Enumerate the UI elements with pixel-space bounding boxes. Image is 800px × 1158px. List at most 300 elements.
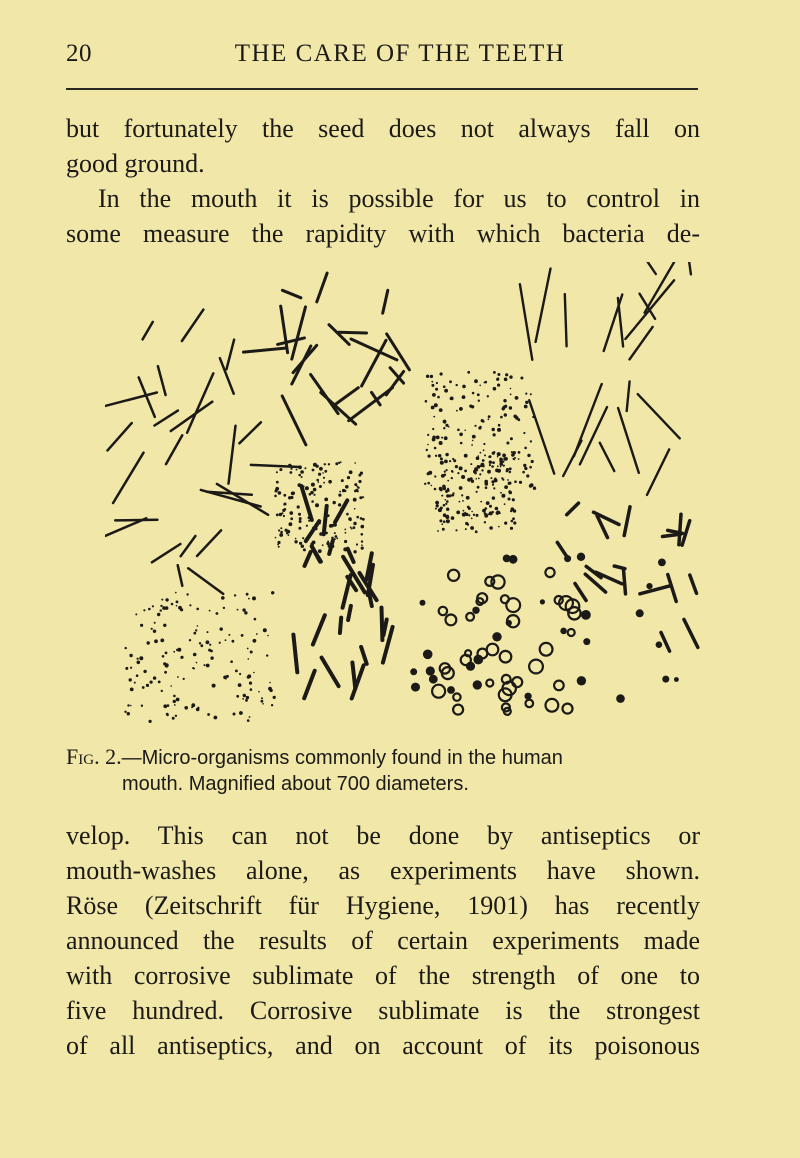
- coccus-dot: [478, 400, 480, 402]
- coccus-dot: [165, 606, 169, 610]
- coccus-dot: [353, 522, 356, 525]
- coccus-dot: [524, 447, 527, 450]
- coccus-dot: [446, 494, 449, 497]
- coccus-dot: [432, 428, 434, 430]
- coccus-dot: [160, 639, 164, 643]
- coccus-dot: [511, 451, 513, 453]
- bacillus-rod: [292, 307, 306, 359]
- coccus-dot: [253, 639, 257, 643]
- coccus-dot: [353, 550, 356, 553]
- coccus-dot: [502, 454, 506, 458]
- coccus-dot: [130, 688, 134, 692]
- coccus-dot: [305, 486, 309, 490]
- coccus-dot: [443, 513, 447, 517]
- coccus-dot: [183, 678, 185, 680]
- coccus-dot: [319, 522, 321, 524]
- coccus-dot: [323, 530, 326, 533]
- text-line: of all antiseptics, and on account of its poisonous: [66, 1031, 700, 1060]
- coccus-dot: [492, 484, 494, 486]
- coccus-dot: [423, 650, 433, 660]
- coccus-dot: [431, 485, 433, 487]
- coccus-dot: [278, 529, 280, 531]
- coccus-dot: [497, 456, 499, 458]
- coccus-dot: [361, 533, 364, 536]
- coccus-dot: [358, 480, 361, 483]
- coccus-dot: [467, 478, 471, 482]
- coccus-dot: [280, 527, 282, 529]
- coccus-dot: [508, 498, 511, 501]
- coccus-dot: [151, 628, 153, 630]
- coccus-dot: [437, 436, 439, 438]
- coccus-dot: [180, 608, 183, 611]
- bacillus-rod: [312, 546, 320, 561]
- bacillus-rod: [618, 298, 623, 347]
- coccus-dot: [247, 648, 249, 650]
- coccus-dot: [506, 442, 509, 445]
- bacillus-rod: [351, 339, 397, 360]
- bacillus-rod: [684, 620, 698, 648]
- bacillus-rod: [668, 575, 676, 602]
- coccus-dot: [440, 461, 444, 465]
- coccus-dot: [335, 462, 338, 465]
- coccus-dot: [442, 485, 446, 489]
- coccus-dot: [244, 611, 247, 614]
- coccus-dot: [461, 494, 463, 496]
- diplococcus-ring: [526, 700, 534, 708]
- coccus-dot: [317, 506, 319, 508]
- coccus-dot: [455, 529, 457, 531]
- coccus-dot: [276, 514, 279, 517]
- coccus-dot: [176, 601, 179, 604]
- coccus-dot: [361, 540, 363, 542]
- coccus-dot: [483, 449, 485, 451]
- coccus-dot: [540, 599, 545, 604]
- header-rule: [66, 88, 698, 90]
- coccus-dot: [445, 503, 447, 505]
- coccus-dot: [358, 474, 361, 477]
- coccus-dot: [228, 634, 230, 636]
- diplococcus-ring: [432, 685, 445, 698]
- bacillus-rod: [383, 290, 388, 313]
- coccus-dot: [343, 547, 347, 551]
- bacillus-rod: [293, 345, 317, 372]
- coccus-dot: [432, 438, 436, 442]
- bacillus-rod: [679, 514, 681, 545]
- coccus-dot: [489, 526, 493, 530]
- coccus-dot: [192, 667, 194, 669]
- diplococcus-ring: [563, 704, 573, 714]
- coccus-dot: [137, 658, 139, 660]
- bacillus-rod: [182, 310, 204, 341]
- bacillus-rod: [171, 402, 213, 431]
- coccus-dot: [436, 382, 438, 384]
- coccus-dot: [462, 513, 466, 517]
- coccus-dot: [522, 471, 525, 474]
- coccus-dot: [498, 424, 501, 427]
- coccus-dot: [247, 719, 250, 722]
- coccus-dot: [173, 651, 175, 653]
- coccus-dot: [515, 396, 519, 400]
- coccus-dot: [514, 457, 516, 459]
- coccus-dot: [283, 494, 286, 497]
- coccus-dot: [469, 405, 472, 408]
- coccus-dot: [207, 713, 210, 716]
- coccus-dot: [486, 501, 490, 505]
- coccus-dot: [306, 525, 308, 527]
- coccus-dot: [449, 460, 451, 462]
- coccus-dot: [485, 486, 488, 489]
- diplococcus-ring: [554, 681, 564, 691]
- coccus-dot: [502, 479, 504, 481]
- coccus-dot: [477, 486, 480, 489]
- coccus-dot: [475, 530, 478, 533]
- coccus-dot: [243, 694, 246, 697]
- bacillus-rod: [361, 647, 367, 664]
- coccus-dot: [316, 479, 319, 482]
- coccus-dot: [147, 641, 150, 644]
- diplococcus-ring: [439, 607, 447, 615]
- coccus-dot: [276, 471, 278, 473]
- coccus-dot: [361, 547, 364, 550]
- bacillus-rod: [627, 262, 656, 274]
- coccus-dot: [440, 507, 443, 510]
- bacillus-rod: [281, 306, 288, 353]
- coccus-dot: [288, 534, 290, 536]
- coccus-dot: [340, 508, 342, 510]
- coccus-dot: [503, 465, 505, 467]
- coccus-dot: [442, 528, 445, 531]
- coccus-dot: [125, 667, 128, 670]
- coccus-dot: [489, 464, 491, 466]
- coccus-dot: [525, 401, 528, 404]
- coccus-dot: [154, 639, 158, 643]
- text-line: good ground.: [66, 149, 205, 178]
- coccus-dot: [577, 676, 586, 685]
- coccus-dot: [446, 469, 448, 471]
- coccus-dot: [504, 503, 506, 505]
- coccus-dot: [157, 613, 160, 616]
- coccus-dot: [424, 483, 426, 485]
- coccus-dot: [143, 609, 145, 611]
- diplococcus-ring: [487, 644, 499, 656]
- coccus-dot: [223, 676, 227, 680]
- coccus-dot: [514, 480, 517, 483]
- diplococcus-ring: [540, 643, 553, 656]
- coccus-dot: [209, 610, 211, 612]
- coccus-dot: [446, 500, 449, 503]
- coccus-dot: [441, 523, 443, 525]
- coccus-dot: [487, 395, 489, 397]
- coccus-dot: [443, 520, 446, 523]
- coccus-dot: [261, 697, 263, 699]
- coccus-dot: [295, 538, 297, 540]
- coccus-dot: [290, 468, 292, 470]
- page-number: 20: [66, 40, 92, 67]
- coccus-dot: [447, 480, 449, 482]
- coccus-dot: [439, 408, 443, 412]
- coccus-dot: [362, 496, 364, 498]
- coccus-dot: [445, 453, 448, 456]
- coccus-dot: [444, 471, 446, 473]
- coccus-dot: [248, 658, 250, 660]
- coccus-dot: [311, 483, 315, 487]
- coccus-dot: [467, 506, 470, 509]
- coccus-dot: [252, 596, 256, 600]
- coccus-dot: [518, 451, 521, 454]
- coccus-dot: [261, 700, 264, 703]
- coccus-dot: [488, 514, 490, 516]
- coccus-dot: [124, 711, 126, 713]
- coccus-dot: [361, 544, 363, 546]
- diplococcus-ring: [500, 651, 512, 663]
- coccus-dot: [444, 389, 448, 393]
- diplococcus-ring: [506, 598, 520, 612]
- coccus-dot: [290, 496, 293, 499]
- coccus-dot: [527, 454, 530, 457]
- coccus-dot: [473, 470, 477, 474]
- coccus-dot: [490, 477, 492, 479]
- coccus-dot: [446, 519, 450, 523]
- coccus-dot: [319, 467, 323, 471]
- coccus-dot: [436, 504, 439, 507]
- coccus-dot: [440, 457, 443, 460]
- coccus-dot: [452, 458, 454, 460]
- coccus-dot: [533, 487, 536, 490]
- bacillus-rod: [178, 565, 183, 586]
- coccus-dot: [166, 714, 168, 716]
- coccus-dot: [509, 471, 512, 474]
- coccus-dot: [189, 639, 191, 641]
- coccus-dot: [175, 592, 177, 594]
- coccus-dot: [289, 522, 293, 526]
- coccus-dot: [299, 542, 302, 545]
- coccus-dot: [471, 518, 473, 520]
- coccus-dot: [339, 491, 341, 493]
- coccus-dot: [450, 397, 454, 401]
- coccus-dot: [278, 491, 282, 495]
- coccus-dot: [249, 716, 251, 718]
- bacillus-rod: [301, 486, 311, 520]
- coccus-dot: [459, 501, 461, 503]
- caption-line: mouth. Magnified about 700 diameters.: [122, 773, 469, 795]
- bacillus-rod: [340, 618, 341, 633]
- coccus-dot: [334, 532, 336, 534]
- bacillus-rod: [113, 453, 143, 503]
- coccus-dot: [483, 443, 485, 445]
- coccus-dot: [141, 705, 143, 707]
- coccus-dot: [275, 487, 279, 491]
- coccus-dot: [503, 399, 506, 402]
- coccus-dot: [511, 507, 515, 511]
- coccus-dot: [253, 672, 255, 674]
- coccus-dot: [504, 522, 507, 525]
- coccus-dot: [302, 537, 304, 539]
- coccus-dot: [199, 642, 201, 644]
- coccus-dot: [456, 410, 458, 412]
- coccus-dot: [359, 496, 362, 499]
- coccus-dot: [322, 472, 324, 474]
- coccus-dot: [216, 612, 219, 615]
- bacillus-rod: [663, 534, 681, 536]
- coccus-dot: [326, 542, 329, 545]
- coccus-dot: [441, 474, 445, 478]
- bacillus-rod: [324, 506, 327, 534]
- coccus-dot: [323, 477, 325, 479]
- coccus-dot: [266, 654, 268, 656]
- coccus-dot: [239, 711, 243, 715]
- coccus-dot: [477, 393, 480, 396]
- coccus-dot: [636, 609, 644, 617]
- coccus-dot: [180, 657, 182, 659]
- coccus-dot: [493, 433, 496, 436]
- coccus-dot: [500, 492, 502, 494]
- coccus-dot: [470, 463, 472, 465]
- coccus-dot: [154, 622, 156, 624]
- coccus-dot: [485, 482, 489, 486]
- coccus-dot: [136, 674, 139, 677]
- coccus-dot: [474, 379, 478, 383]
- bacillus-rod: [627, 381, 630, 411]
- text-line: some measure the rapidity with which bacteria de-: [66, 219, 700, 248]
- coccus-dot: [174, 704, 176, 706]
- bacillus-rod: [311, 375, 339, 414]
- coccus-dot: [276, 481, 279, 484]
- coccus-dot: [443, 427, 445, 429]
- coccus-dot: [214, 716, 218, 720]
- coccus-dot: [430, 375, 433, 378]
- bacillus-rod: [322, 658, 339, 687]
- coccus-dot: [193, 653, 197, 657]
- coccus-dot: [583, 638, 590, 645]
- coccus-dot: [489, 505, 492, 508]
- coccus-dot: [186, 593, 188, 595]
- coccus-dot: [509, 406, 512, 409]
- coccus-dot: [434, 488, 437, 491]
- bacillus-rod: [348, 549, 354, 562]
- coccus-dot: [497, 384, 500, 387]
- coccus-dot: [160, 609, 162, 611]
- bacillus-rod: [239, 422, 261, 443]
- coccus-dot: [310, 491, 313, 494]
- coccus-dot: [274, 495, 277, 498]
- coccus-dot: [338, 503, 341, 506]
- coccus-dot: [444, 460, 448, 464]
- coccus-dot: [480, 452, 482, 454]
- coccus-dot: [509, 555, 518, 564]
- coccus-dot: [127, 704, 129, 706]
- coccus-dot: [499, 512, 501, 514]
- coccus-dot: [125, 647, 127, 649]
- coccus-dot: [271, 704, 273, 706]
- coccus-dot: [334, 519, 337, 522]
- coccus-dot: [204, 664, 206, 666]
- coccus-dot: [427, 482, 430, 485]
- coccus-dot: [465, 528, 467, 530]
- bacillus-rod: [624, 507, 630, 536]
- coccus-dot: [241, 634, 244, 637]
- bacillus-rod: [158, 366, 166, 395]
- coccus-dot: [674, 677, 679, 682]
- bacillus-rod: [661, 633, 670, 652]
- coccus-dot: [484, 521, 486, 523]
- coccus-dot: [456, 384, 458, 386]
- coccus-dot: [148, 608, 151, 611]
- coccus-dot: [301, 476, 303, 478]
- coccus-dot: [247, 674, 251, 678]
- bacillus-rod: [282, 396, 306, 445]
- coccus-dot: [336, 538, 338, 540]
- coccus-dot: [529, 466, 532, 469]
- coccus-dot: [616, 694, 625, 703]
- coccus-dot: [479, 473, 481, 475]
- coccus-dot: [503, 457, 506, 460]
- bacillus-rod: [197, 530, 221, 556]
- bacillus-rod: [536, 269, 551, 342]
- coccus-dot: [161, 690, 163, 692]
- coccus-dot: [357, 487, 359, 489]
- bacillus-rod: [282, 290, 301, 298]
- coccus-dot: [519, 481, 522, 484]
- coccus-dot: [443, 504, 446, 507]
- coccus-dot: [304, 467, 306, 469]
- coccus-dot: [246, 696, 249, 699]
- coccus-dot: [523, 464, 526, 467]
- coccus-dot: [350, 527, 352, 529]
- bacillus-rod: [580, 407, 607, 464]
- coccus-dot: [357, 490, 359, 492]
- coccus-dot: [428, 455, 431, 458]
- bacillus-rod: [115, 520, 157, 521]
- coccus-dot: [152, 605, 154, 607]
- coccus-dot: [504, 413, 507, 416]
- coccus-dot: [165, 598, 168, 601]
- bacillus-rod: [645, 262, 680, 313]
- coccus-dot: [467, 371, 470, 374]
- coccus-dot: [302, 485, 304, 487]
- coccus-dot: [323, 482, 325, 484]
- coccus-dot: [492, 632, 501, 641]
- coccus-dot: [435, 508, 437, 510]
- coccus-dot: [189, 604, 191, 606]
- coccus-dot: [177, 676, 179, 678]
- coccus-dot: [662, 676, 669, 683]
- coccus-dot: [451, 477, 453, 479]
- coccus-dot: [434, 475, 436, 477]
- diplococcus-ring: [453, 693, 460, 700]
- coccus-dot: [162, 655, 165, 658]
- bacillus-rod: [563, 441, 581, 476]
- coccus-dot: [341, 479, 344, 482]
- coccus-dot: [434, 447, 437, 450]
- coccus-dot: [482, 509, 486, 513]
- coccus-dot: [184, 706, 188, 710]
- coccus-dot: [525, 393, 527, 395]
- coccus-dot: [163, 624, 166, 627]
- coccus-dot: [290, 517, 293, 520]
- text-line: but fortunately the seed does not always fall on: [66, 114, 700, 143]
- coccus-dot: [319, 532, 323, 536]
- coccus-dot: [512, 458, 514, 460]
- coccus-dot: [212, 684, 216, 688]
- coccus-dot: [473, 680, 482, 689]
- coccus-dot: [318, 473, 321, 476]
- coccus-dot: [333, 501, 336, 504]
- coccus-dot: [234, 594, 236, 596]
- coccus-dot: [282, 509, 285, 512]
- figure-caption: [66, 744, 700, 797]
- coccus-dot: [290, 511, 293, 514]
- coccus-dot: [560, 628, 567, 635]
